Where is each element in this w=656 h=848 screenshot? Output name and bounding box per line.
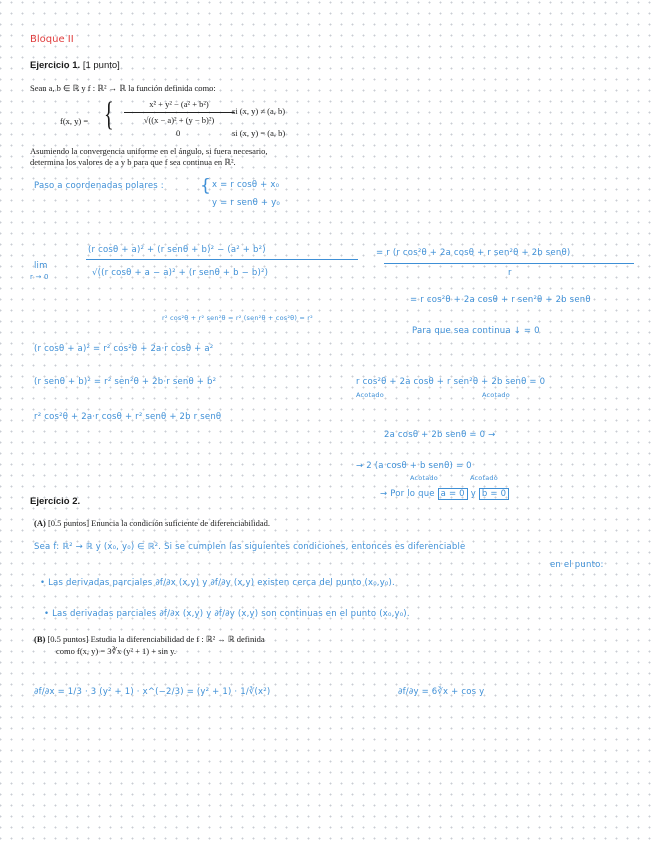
- piecewise-denominator: √((x − a)² + (y − b)²): [143, 115, 215, 125]
- exercise-1-title: [30, 60, 120, 71]
- part-a-answer-line1: Sea f: ℝ² → ℝ y (x₀, y₀) ∈ ℝ². Si se cumplen las siguientes condiciones, entonces es diferenciable: [34, 542, 466, 552]
- fraction-bar: [124, 112, 234, 113]
- exercise-1-label: Ejercicio 1.: [30, 60, 81, 71]
- bounded-mark-3: Acotado: [410, 474, 438, 482]
- equation-step-1: 2a cosθ + 2b senθ = 0 →: [384, 430, 496, 440]
- expansion-1: (r cosθ + a)² = r² cos²θ + 2a·r cosθ + a²: [34, 344, 214, 354]
- limit-fraction-bar: [86, 259, 358, 260]
- bounded-mark-1: Acotado: [356, 391, 384, 399]
- part-b-text-line1: [0.5 puntos] Estudia la diferenciabilidad de f : ℝ² → ℝ definida: [47, 634, 265, 644]
- piecewise-brace: {: [104, 96, 114, 133]
- continuity-note: Para que sea continua ↓ = 0: [412, 326, 540, 336]
- case-2-condition: si (x, y) = (a, b): [232, 128, 286, 138]
- polar-x: x = r cosθ + x₀: [212, 180, 280, 190]
- simplified-expression: = r cos²θ + 2a cosθ + r sen²θ + 2b senθ: [410, 295, 591, 305]
- bounded-equation: r cos²θ + 2a cosθ + r sen²θ + 2b senθ = 0: [356, 377, 546, 387]
- expansion-2: (r senθ + b)² = r² sen²θ + 2b·r senθ + b²: [34, 377, 217, 387]
- answer-a: a = 0: [438, 488, 468, 500]
- factored-numerator: = r (r cos²θ + 2a cosθ + r sen²θ + 2b senθ): [376, 248, 571, 258]
- identity-note: r² cos²θ + r² sen²θ = r² (sen²θ + cos²θ) = r²: [162, 314, 313, 322]
- part-b-label: (B): [34, 634, 46, 644]
- partial-x-derivative: ∂f/∂x = 1/3 · 3 (y² + 1) · x^(−2/3) = (y² + 1) · 1/∛(x²): [34, 687, 271, 697]
- part-a-condition-2: • Las derivadas parciales ∂f/∂x (x,y) y ∂f/∂y (x,y) son continuas en el punto (x₀,y₀).: [44, 609, 410, 619]
- expansion-3: r² cos²θ + 2a·r cosθ + r² senθ + 2b r senθ: [34, 412, 222, 422]
- exercise-2-title: Ejercicio 2.: [30, 496, 81, 507]
- exercise-1-question-line1: Asumiendo la convergencia uniforme en el ángulo, si fuera necesario,: [30, 146, 268, 156]
- factored-fraction-bar: [384, 263, 634, 264]
- piecewise-numerator: x² + y² − (a² + b²): [149, 99, 209, 109]
- answer-b: b = 0: [479, 488, 509, 500]
- polar-y: y = r senθ + y₀: [212, 198, 280, 208]
- limit-numerator: (r cosθ + a)² + (r senθ + b)² − (a² + b²): [88, 245, 266, 255]
- exercise-1-points: [1 punto]: [82, 60, 120, 71]
- section-title: Bloque II: [30, 34, 74, 45]
- part-a-text: [0.5 puntos] Enuncia la condición suficiente de diferenciabilidad.: [47, 518, 271, 528]
- case-1-condition: si (x, y) ≠ (a, b): [232, 106, 286, 116]
- conclusion-connector: y: [470, 489, 476, 499]
- exercise-1-question-line2: determina los valores de a y b para que f sea continua en ℝ².: [30, 157, 236, 167]
- polar-brace: {: [200, 176, 212, 196]
- part-a-label: (A): [34, 518, 46, 528]
- partial-y-derivative: ∂f/∂y = 6∛x + cos y: [398, 687, 485, 697]
- part-a-answer-line1b: en el punto:: [550, 560, 604, 570]
- part-a-condition-1: • Las derivadas parciales ∂f/∂x (x,y) y ∂f/∂y (x,y) existen cerca del punto (x₀,y₀).: [40, 578, 395, 588]
- limit-subscript: r → 0: [30, 273, 49, 281]
- function-name: f(x, y) =: [60, 116, 89, 126]
- limit-denominator: √((r cosθ + a − a)² + (r senθ + b − b)²): [92, 268, 269, 278]
- equation-step-2: → 2 (a cosθ + b senθ) = 0: [356, 461, 472, 471]
- bounded-mark-4: Acotado: [470, 474, 498, 482]
- bounded-mark-2: Acotado: [482, 391, 510, 399]
- limit-symbol: lim: [34, 261, 48, 271]
- conclusion-line: [380, 489, 509, 499]
- factored-denominator: r: [508, 268, 512, 278]
- part-b-text-line2: como f(x, y) = 3∛x (y² + 1) + sin y.: [56, 646, 177, 656]
- part-b-statement: [34, 634, 265, 645]
- conclusion-prefix: → Por lo que: [380, 489, 435, 499]
- polar-label: Paso a coordenadas polares :: [34, 181, 164, 191]
- case-2-value: 0: [176, 128, 181, 138]
- part-a-statement: [34, 518, 270, 528]
- exercise-1-statement: Sean a, b ∈ ℝ y f : ℝ² → ℝ la función definida como:: [30, 83, 216, 93]
